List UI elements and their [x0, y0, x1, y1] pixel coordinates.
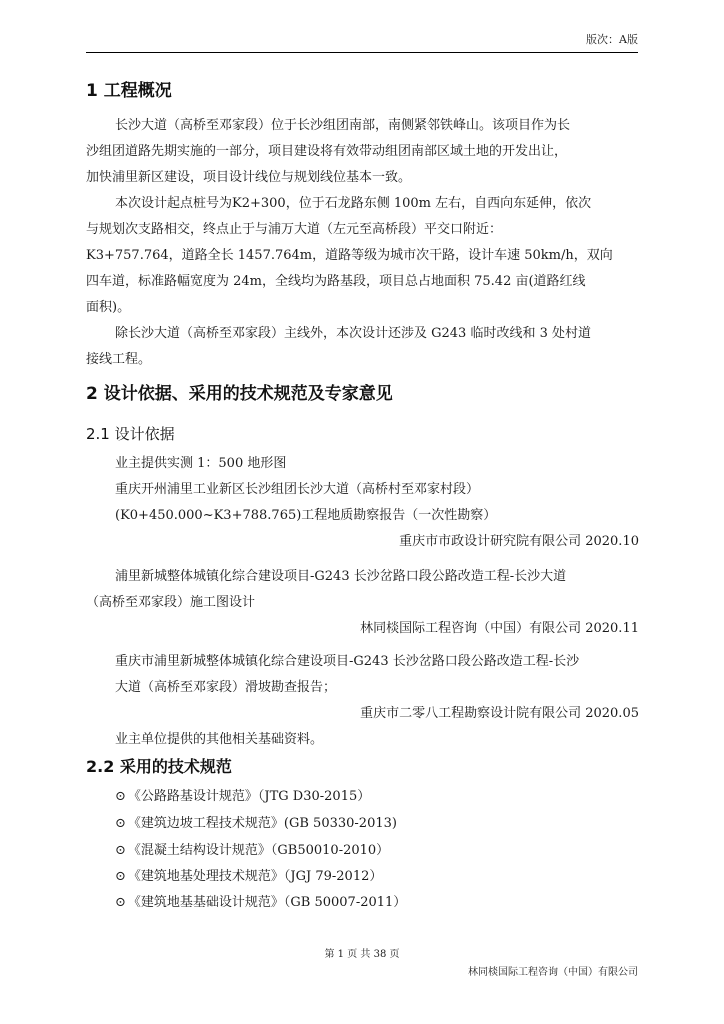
- section-2-1-title: 2.1 设计依据: [86, 425, 175, 443]
- text-line: 与规划次支路相交，终点止于与浦万大道（左元至高桥段）平交口附近：: [86, 222, 503, 237]
- basis-item: 业主提供实测 1：500 地形图: [115, 456, 287, 471]
- text-line: 本次设计起点桩号为K2+300，位于石龙路东侧 100m 左右，自西向东延伸，依次: [115, 196, 592, 211]
- text-line: K3+757.764，道路全长 1457.764m，道路等级为城市次干路，设计车速 50km/h，双向: [86, 248, 613, 263]
- standard-item: [115, 838, 389, 864]
- text-line: 接线工程。: [86, 352, 152, 367]
- bullet-icon: ⊙: [115, 843, 126, 858]
- bullet-icon: ⊙: [115, 789, 126, 804]
- page-number: 第 1 页 共 38 页: [324, 949, 400, 960]
- bullet-icon: ⊙: [115, 816, 126, 831]
- section-1-paragraph-2: [86, 191, 639, 321]
- standard-label: 《混凝土结构设计规范》（GB50010-2010）: [127, 843, 390, 858]
- standard-item: [115, 784, 370, 810]
- section-2-title: 2 设计依据、采用的技术规范及专家意见: [86, 384, 393, 404]
- basis-item: 业主单位提供的其他相关基础资料。: [115, 732, 324, 747]
- text-line: 除长沙大道（高桥至邓家段）主线外，本次设计还涉及 G243 临时改线和 3 处村道: [115, 326, 591, 341]
- standard-label: 《建筑地基处理技术规范》（JGJ 79-2012）: [127, 869, 383, 884]
- text-line: 加快浦里新区建设，项目设计线位与规划线位基本一致。: [86, 170, 412, 185]
- footer-company: 林同棪国际工程咨询（中国）有限公司: [468, 967, 638, 978]
- text-line: 沙组团道路先期实施的一部分，项目建设将有效带动组团南部区域土地的开发出让，: [86, 144, 568, 159]
- standard-item: [115, 811, 397, 837]
- basis-item: 浦里新城整体城镇化综合建设项目-G243 长沙岔路口段公路改造工程-长沙大道: [115, 569, 567, 584]
- section-1-paragraph-1: [86, 113, 639, 191]
- text-line: 四车道，标准路幅宽度为 24m，全线均为路基段，项目总占地面积 75.42 亩(道路红线: [86, 274, 586, 289]
- basis-item: 重庆开州浦里工业新区长沙组团长沙大道（高桥村至邓家村段）: [115, 482, 480, 497]
- section-1-paragraph-3: [86, 321, 639, 373]
- standard-item: [115, 864, 382, 890]
- standard-label: 《建筑边坡工程技术规范》(GB 50330-2013): [127, 816, 397, 831]
- text-line: 长沙大道（高桥至邓家段）位于长沙组团南部，南侧紧邻铁峰山。该项目作为长: [115, 118, 571, 133]
- standard-label: 《公路路基设计规范》（JTG D30-2015）: [127, 789, 371, 804]
- text-line: 面积)。: [86, 300, 131, 315]
- section-2-2-title: 2.2 采用的技术规范: [86, 757, 232, 776]
- basis-source: 重庆市二零八工程勘察设计院有限公司 2020.05: [360, 706, 639, 721]
- bullet-icon: ⊙: [115, 895, 126, 910]
- basis-source: 林同棪国际工程咨询（中国）有限公司 2020.11: [360, 621, 639, 636]
- standard-item: [115, 890, 406, 916]
- basis-item: (K0+450.000~K3+788.765)工程地质勘察报告（一次性勘察）: [115, 508, 497, 523]
- bullet-icon: ⊙: [115, 869, 126, 884]
- version-label: 版次：A版: [586, 33, 638, 46]
- basis-item: （高桥至邓家段）施工图设计: [86, 595, 256, 610]
- basis-source: 重庆市市政设计研究院有限公司 2020.10: [399, 534, 639, 549]
- header-rule: [86, 52, 638, 53]
- basis-item: 大道（高桥至邓家段）滑坡勘查报告；: [115, 680, 337, 695]
- standard-label: 《建筑地基基础设计规范》（GB 50007-2011）: [127, 895, 407, 910]
- basis-item: 重庆市浦里新城整体城镇化综合建设项目-G243 长沙岔路口段公路改造工程-长沙: [115, 654, 580, 669]
- section-1-title: 1 工程概况: [86, 81, 172, 101]
